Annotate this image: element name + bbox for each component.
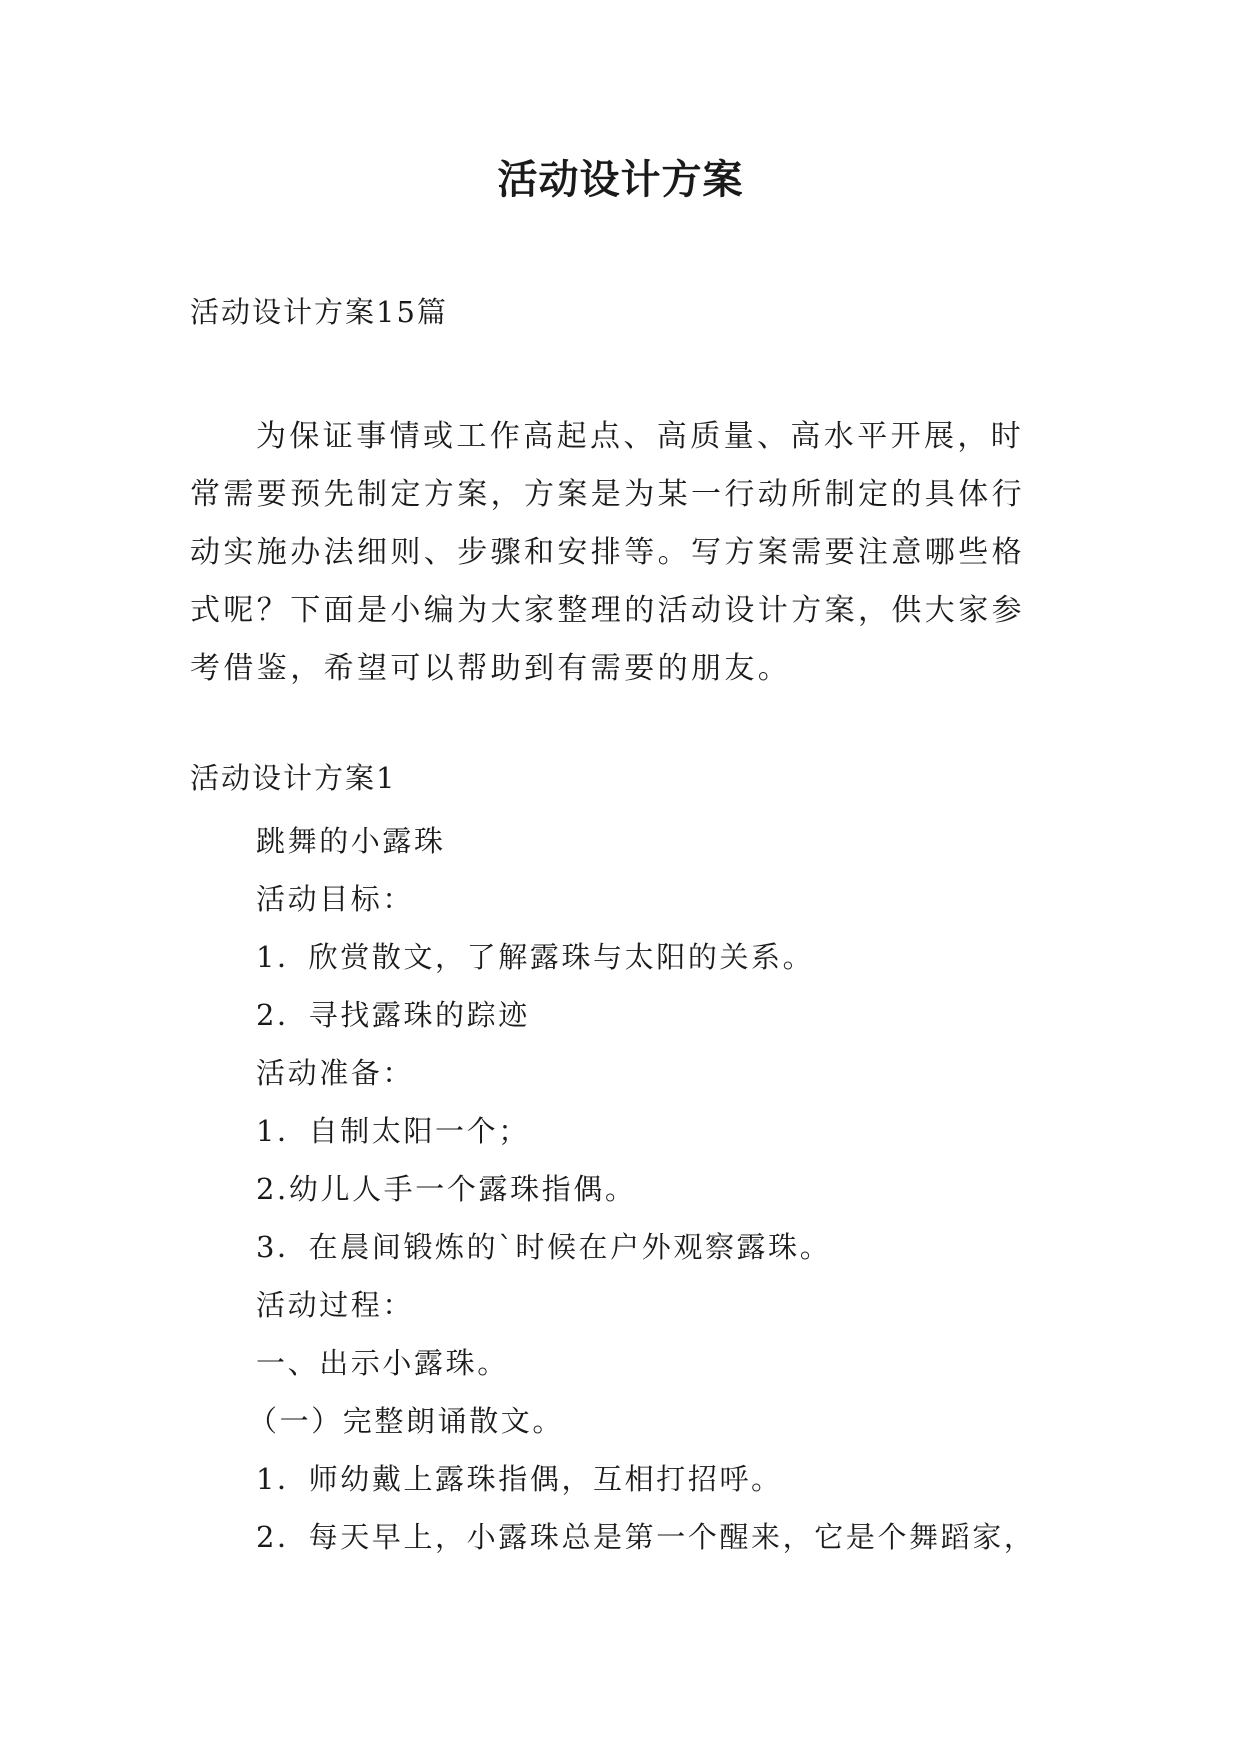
document-title: 活动设计方案 [497, 156, 744, 203]
document-subtitle: 活动设计方案15篇 [190, 295, 448, 329]
body-line: 1．欣赏散文，了解露珠与太阳的关系。 [256, 940, 815, 974]
body-line: 活动准备： [256, 1056, 415, 1090]
body-line: 3．在晨间锻炼的`时候在户外观察露珠。 [256, 1230, 832, 1264]
body-line: 活动目标： [256, 882, 415, 916]
body-line: 2．每天早上，小露珠总是第一个醒来，它是个舞蹈家， [256, 1520, 1036, 1554]
body-line: 活动过程： [256, 1288, 415, 1322]
body-line: 2.幼儿人手一个露珠指偶。 [256, 1172, 637, 1206]
body-line: 2．寻找露珠的踪迹 [256, 998, 530, 1032]
section-body [248, 812, 1076, 1566]
body-line: 1．自制太阳一个； [256, 1114, 530, 1148]
body-line: 一、出示小露珠。 [256, 1346, 509, 1380]
body-line: 跳舞的小露珠 [256, 824, 446, 858]
body-line: （一）完整朗诵散文。 [248, 1404, 565, 1438]
intro-paragraph: 为保证事情或工作高起点、高质量、高水平开展，时常需要预先制定方案，方案是为某一行动所制定的具体行动实施办法细则、步骤和安排等。写方案需要注意哪些格式呢？下面是小编为大家整理的活动设计方案，供大家参考借鉴，希望可以帮助到有需要的朋友。 [190, 419, 1025, 686]
body-line: 1．师幼戴上露珠指偶，互相打招呼。 [256, 1462, 783, 1496]
section-heading: 活动设计方案1 [190, 761, 397, 795]
